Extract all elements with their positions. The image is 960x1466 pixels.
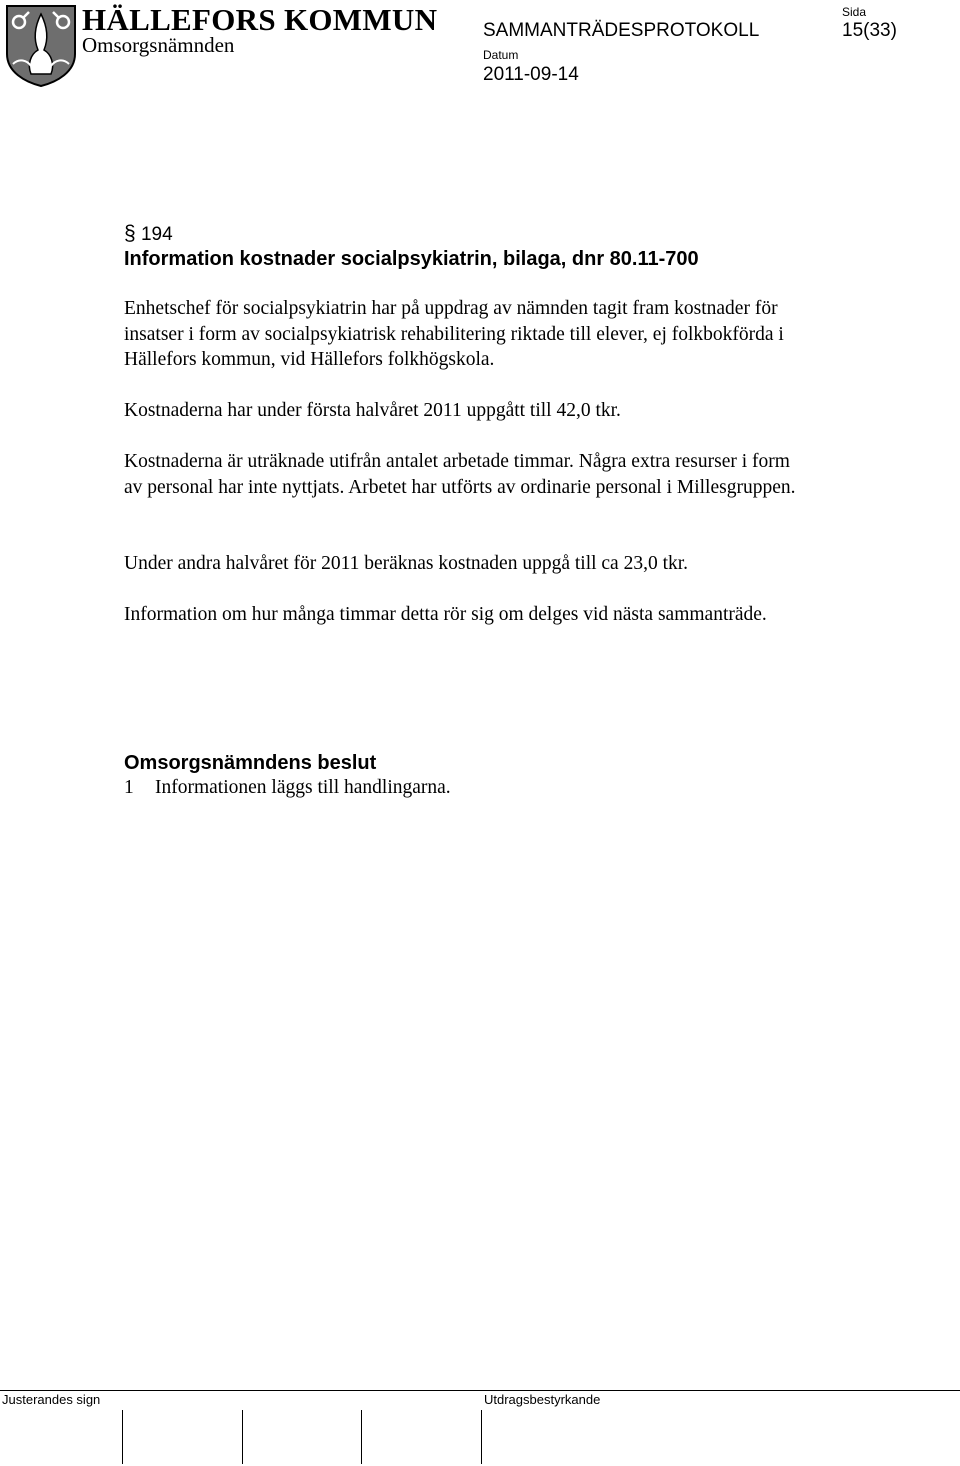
signature-box-divider — [242, 1410, 243, 1464]
paragraph-symbol: § — [124, 222, 136, 245]
municipal-coat-of-arms-logo — [5, 4, 77, 88]
item-number-value: 194 — [140, 224, 173, 245]
footer-divider — [0, 1390, 960, 1391]
signature-box-divider — [122, 1410, 123, 1464]
page-label: Sida — [842, 5, 867, 19]
decision-item-number: 1 — [124, 777, 134, 798]
body-paragraph: Information om hur många timmar detta rör sig om delges vid nästa sammanträde. — [124, 604, 767, 625]
decision-item-text: Informationen läggs till handlingarna. — [155, 777, 451, 798]
date-label: Datum — [483, 48, 519, 62]
decision-heading: Omsorgsnämndens beslut — [124, 752, 377, 774]
date-value: 2011-09-14 — [483, 64, 579, 85]
decision-item — [124, 777, 451, 799]
signature-box-divider — [361, 1410, 362, 1464]
body-paragraph: Under andra halvåret för 2011 beräknas kostnaden uppgå till ca 23,0 tkr. — [124, 553, 689, 574]
justerandes-sign-label: Justerandes sign — [2, 1392, 101, 1407]
signature-box-divider — [481, 1410, 482, 1464]
body-paragraph: Kostnaderna är uträknade utifrån antalet arbetade timmar. Några extra resurser i form av personal har inte nyttjats. Arbetet har utförts av ordinarie personal i Millesgruppen. — [124, 451, 796, 498]
utdragsbestyrkande-label: Utdragsbestyrkande — [484, 1392, 601, 1407]
item-number — [124, 222, 173, 246]
page-number: 15(33) — [842, 20, 897, 41]
item-title: Information kostnader socialpsykiatrin, bilaga, dnr 80.11-700 — [124, 248, 699, 270]
committee-name: Omsorgsnämnden — [82, 33, 235, 57]
body-paragraph: Kostnaderna har under första halvåret 2011 uppgått till 42,0 tkr. — [124, 400, 621, 421]
municipality-name: HÄLLEFORS KOMMUN — [82, 2, 438, 37]
body-paragraph: Enhetschef för socialpsykiatrin har på uppdrag av nämnden tagit fram kostnader för insatser i form av socialpsykiatrisk rehabilitering riktade till elever, ej folkbokförda i Hällefors kommun, vid Hällefors folkhögskola. — [124, 298, 784, 371]
document-type: SAMMANTRÄDESPROTOKOLL — [483, 20, 760, 41]
